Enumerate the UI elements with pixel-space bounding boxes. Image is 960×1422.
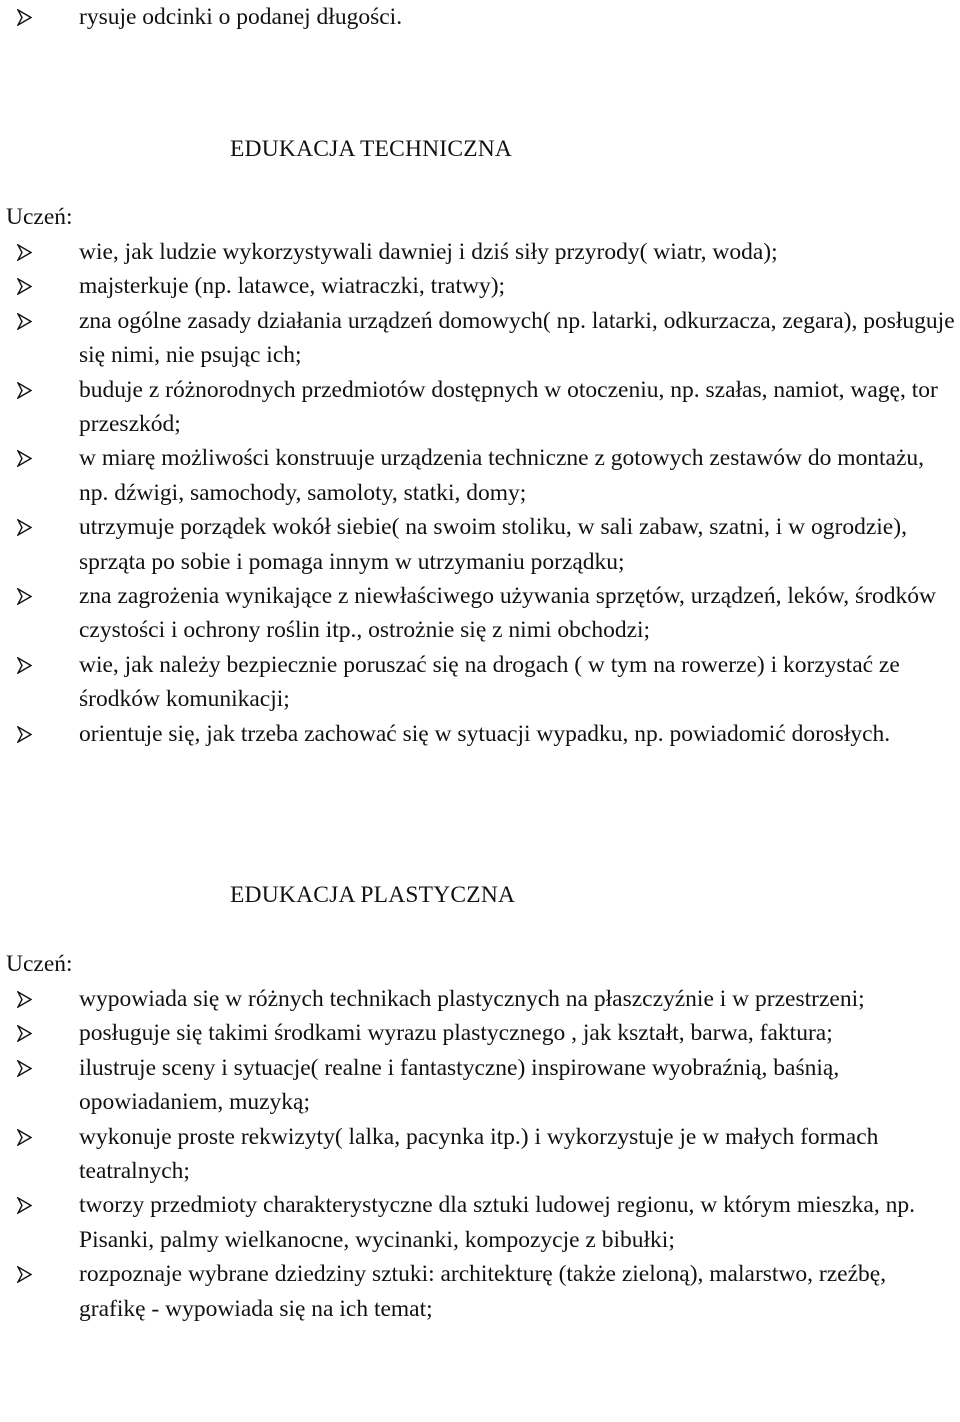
list-item <box>0 579 960 648</box>
arrow-bullet-icon <box>14 648 44 682</box>
list-item <box>0 1016 960 1050</box>
technical-list <box>0 235 960 751</box>
list-item-text: posługuje się takimi środkami wyrazu plastycznego , jak kształt, barwa, faktura; <box>79 1020 833 1047</box>
list-item-text: buduje z różnorodnych przedmiotów dostępnych w otoczeniu, np. szałas, namiot, wagę, tor przeszkód; <box>79 376 938 438</box>
student-label: Uczeń: <box>6 204 73 230</box>
intro-list <box>0 0 960 34</box>
list-item-text: wypowiada się w różnych technikach plastycznych na płaszczyźnie i w przestrzeni; <box>79 986 865 1012</box>
list-item-text: wie, jak należy bezpiecznie poruszać się na drogach ( w tym na rowerze) i korzystać ze środków komunikacji; <box>79 651 900 713</box>
list-item-text: tworzy przedmioty charakterystyczne dla sztuki ludowej regionu, w którym mieszka, np. Pisanki, palmy wielkanocne, wycinanki, kompozycje z bibułki; <box>79 1192 915 1253</box>
arrow-bullet-icon <box>14 269 44 303</box>
list-item <box>0 1188 960 1257</box>
list-item <box>0 1120 960 1189</box>
list-item-text: w miarę możliwości konstruuje urządzenia techniczne z gotowych zestawów do montażu, np. dźwigi, samochody, samoloty, statki, domy; <box>79 445 925 506</box>
list-item <box>0 1257 960 1326</box>
arrow-bullet-icon <box>14 1016 44 1050</box>
section-heading-technical: EDUKACJA TECHNICZNA <box>230 136 513 162</box>
arrow-bullet-icon <box>14 1051 44 1085</box>
list-item-text: utrzymuje porządek wokół siebie( na swoim stoliku, w sali zabaw, szatni, i w ogrodzie), sprząta po sobie i pomaga innym w utrzymaniu porządku; <box>79 514 907 575</box>
list-item-text: orientuje się, jak trzeba zachować się w sytuacji wypadku, np. powiadomić dorosłych. <box>79 720 891 747</box>
list-item <box>0 304 960 373</box>
section-heading-art: EDUKACJA PLASTYCZNA <box>230 882 516 908</box>
list-item-text: rozpoznaje wybrane dziedziny sztuki: architekturę (także zieloną), malarstwo, rzeźbę, grafikę - wypowiada się na ich temat; <box>79 1261 887 1322</box>
list-item <box>0 235 960 269</box>
student-label: Uczeń: <box>6 951 73 977</box>
arrow-bullet-icon <box>14 1188 44 1222</box>
arrow-bullet-icon <box>14 0 44 34</box>
list-item-text: zna ogólne zasady działania urządzeń domowych( np. latarki, odkurzacza, zegara), posługuje się nimi, nie psując ich; <box>79 307 955 369</box>
arrow-bullet-icon <box>14 304 44 338</box>
list-item-text: rysuje odcinki o podanej długości. <box>79 4 403 30</box>
list-item <box>0 441 960 510</box>
arrow-bullet-icon <box>14 1120 44 1154</box>
list-item <box>0 0 960 34</box>
arrow-bullet-icon <box>14 982 44 1016</box>
arrow-bullet-icon <box>14 441 44 475</box>
list-item <box>0 373 960 442</box>
list-item <box>0 269 960 303</box>
list-item-text: zna zagrożenia wynikające z niewłaściwego używania sprzętów, urządzeń, leków, środków czystości i ochrony roślin itp., ostrożnie się z nimi obchodzi; <box>79 583 936 644</box>
list-item-text: wie, jak ludzie wykorzystywali dawniej i dziś siły przyrody( wiatr, woda); <box>79 239 778 265</box>
list-item <box>0 510 960 579</box>
list-item <box>0 717 960 751</box>
arrow-bullet-icon <box>14 579 44 613</box>
art-list <box>0 982 960 1326</box>
list-item <box>0 982 960 1016</box>
list-item-text: majsterkuje (np. latawce, wiatraczki, tratwy); <box>79 273 506 300</box>
arrow-bullet-icon <box>14 717 44 751</box>
arrow-bullet-icon <box>14 1257 44 1291</box>
arrow-bullet-icon <box>14 510 44 544</box>
list-item <box>0 1051 960 1120</box>
arrow-bullet-icon <box>14 373 44 407</box>
list-item-text: ilustruje sceny i sytuacje( realne i fantastyczne) inspirowane wyobraźnią, baśnią, opowiadaniem, muzyką; <box>79 1054 840 1116</box>
arrow-bullet-icon <box>14 235 44 269</box>
list-item-text: wykonuje proste rekwizyty( lalka, pacynka itp.) i wykorzystuje je w małych formach teatralnych; <box>79 1123 879 1185</box>
list-item <box>0 648 960 717</box>
